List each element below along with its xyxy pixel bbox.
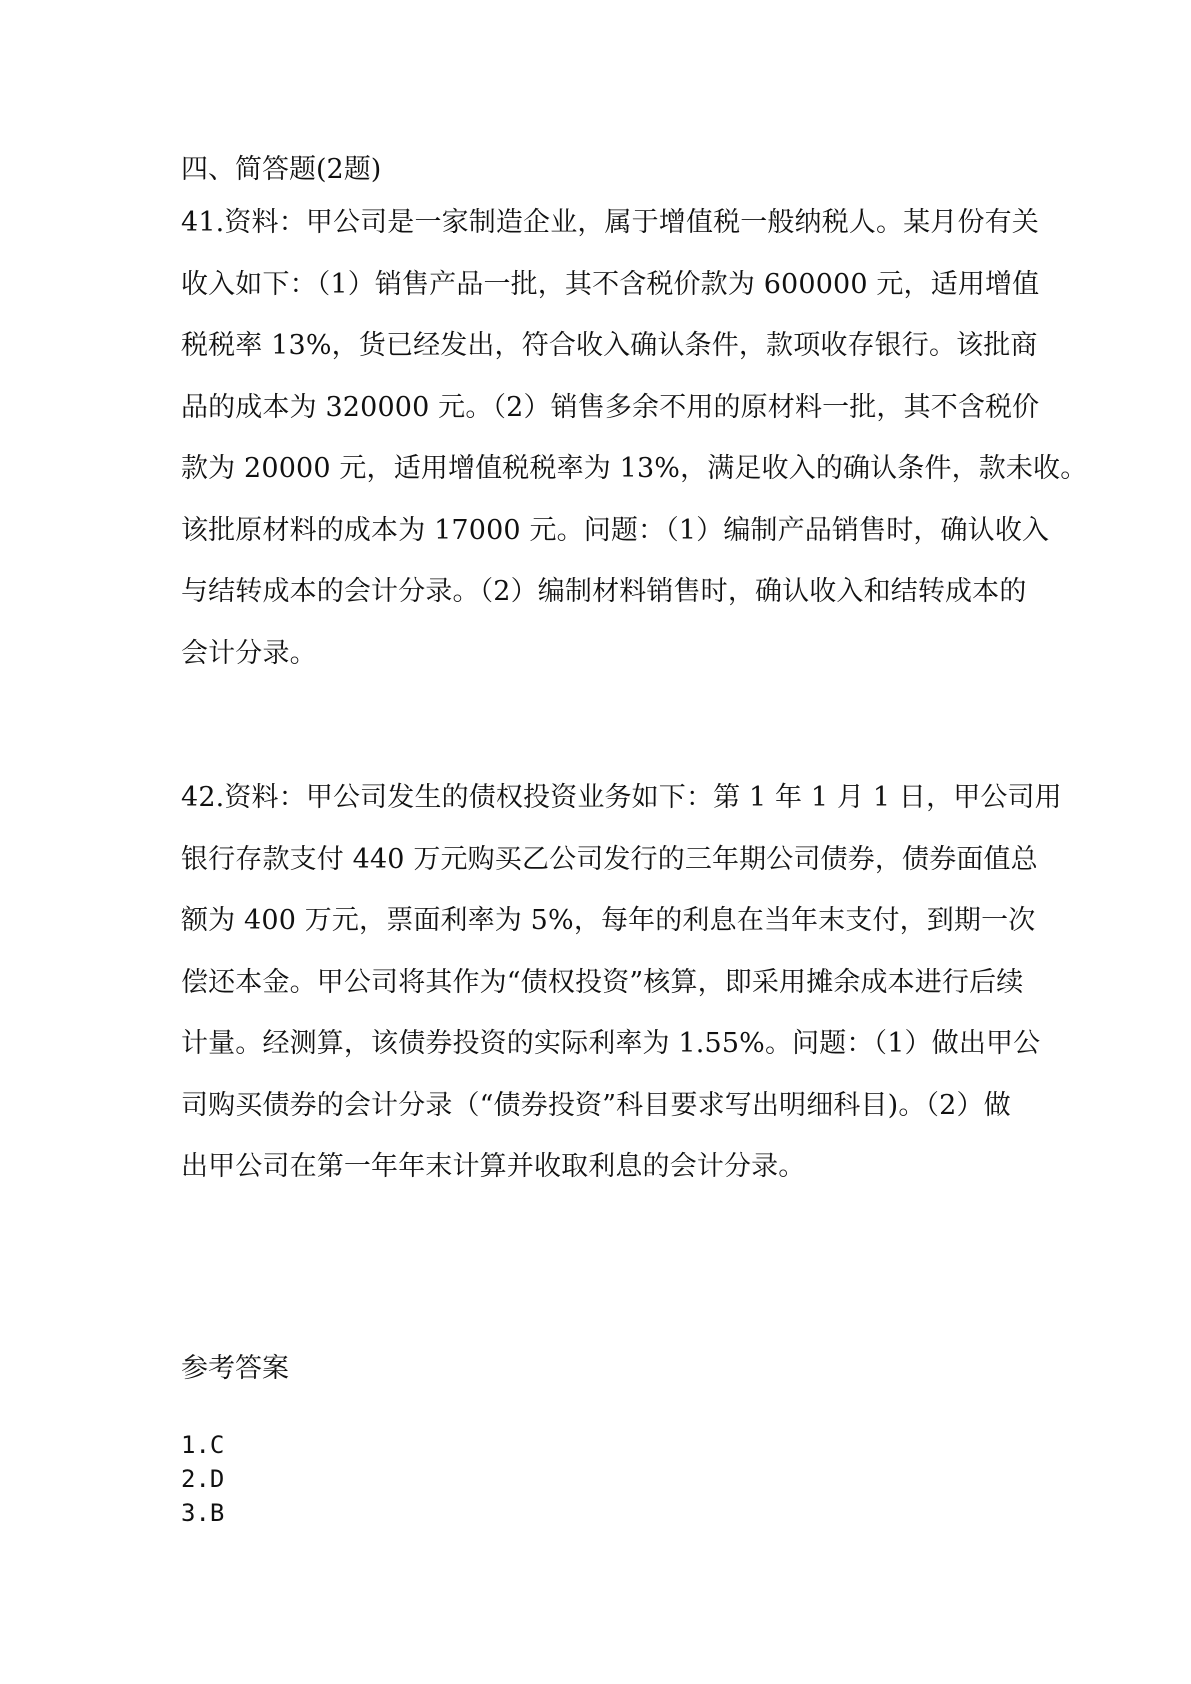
question-line: 会计分录。 (181, 637, 317, 669)
question-line: 收入如下：（1）销售产品一批，其不含税价款为 600000 元，适用增值 (181, 268, 1040, 300)
question-line: 款为 20000 元，适用增值税税率为 13%，满足收入的确认条件，款未收。 (181, 453, 1088, 484)
question-line: 42.资料：甲公司发生的债权投资业务如下：第 1 年 1 月 1 日，甲公司用 (181, 782, 1062, 813)
question-line: 司购买债券的会计分录（“债券投资”科目要求写出明细科目)。（2）做 (181, 1089, 1011, 1121)
question-line: 出甲公司在第一年年末计算并收取利息的会计分录。 (181, 1151, 806, 1182)
answer-item: 3.B (181, 1499, 225, 1527)
question-line: 额为 400 万元，票面利率为 5%，每年的利息在当年末支付，到期一次 (181, 905, 1036, 936)
question-42 (181, 780, 1062, 1211)
question-line: 计量。经测算，该债券投资的实际利率为 1.55%。问题：（1）做出甲公 (181, 1028, 1041, 1059)
answer-item: 1.C (181, 1431, 225, 1459)
question-line: 与结转成本的会计分录。（2）编制材料销售时，确认收入和结转成本的 (181, 576, 1027, 607)
question-line: 税税率 13%，货已经发出，符合收入确认条件，款项收存银行。该批商 (181, 330, 1038, 361)
question-line: 41.资料：甲公司是一家制造企业，属于增值税一般纳税人。某月份有关 (181, 207, 1039, 238)
question-line: 银行存款支付 440 万元购买乙公司发行的三年期公司债券，债券面值总 (181, 843, 1038, 875)
answer-item: 2.D (181, 1465, 225, 1493)
answer-title: 参考答案 (181, 1353, 289, 1384)
question-line: 该批原材料的成本为 17000 元。问题：（1）编制产品销售时，确认收入 (181, 514, 1050, 546)
section-title: 四、简答题(2题) (181, 154, 382, 185)
answer-list (181, 1428, 224, 1530)
question-41 (181, 205, 1088, 697)
question-line: 品的成本为 320000 元。（2）销售多余不用的原材料一批，其不含税价 (181, 391, 1040, 423)
question-line: 偿还本金。甲公司将其作为“债权投资”核算，即采用摊余成本进行后续 (181, 966, 1024, 998)
